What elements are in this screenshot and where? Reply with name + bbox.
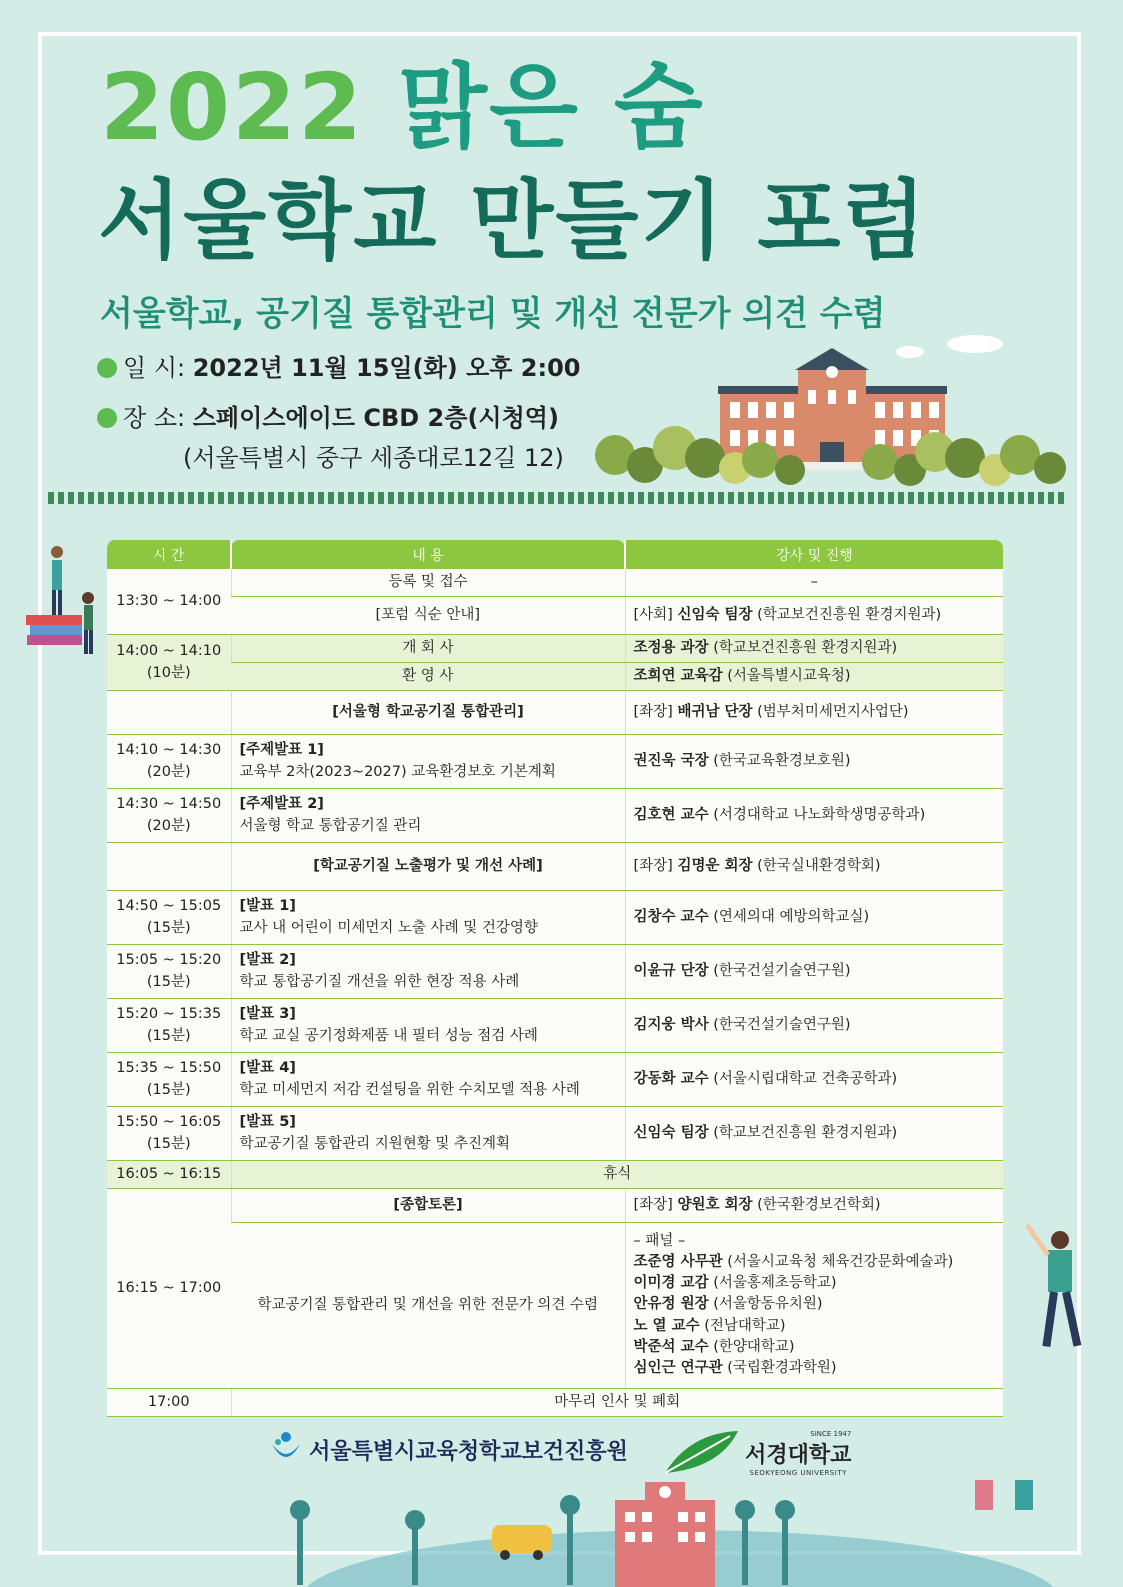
table-row	[107, 569, 1003, 596]
bottom-town-illustration	[270, 1480, 1110, 1587]
panel-org: (한양대학교)	[713, 1338, 795, 1355]
table-row	[107, 1188, 1003, 1222]
speaker-name: 김명운 회장	[677, 857, 753, 874]
speaker-cell	[625, 734, 1003, 788]
panel-org: (서울시교육청 체육건강문화예술과)	[727, 1254, 954, 1271]
panel-org: (국립환경과학원)	[727, 1359, 837, 1376]
panel-name: 안유정 원장	[633, 1296, 709, 1313]
date-label: 일 시:	[123, 354, 186, 382]
content-cell	[231, 842, 625, 890]
closing-cell: 마무리 인사 및 폐회	[231, 1388, 1003, 1416]
speaker-cell: –	[625, 569, 1003, 596]
time-cell: 13:30 ~ 14:00	[107, 569, 231, 634]
talk-title: [발표 3]	[239, 1005, 296, 1022]
header-speaker: 강사 및 진행	[625, 540, 1003, 569]
speaker-org: (서경대학교 나노화학생명공학과)	[713, 806, 926, 823]
panel-label: – 패널 –	[633, 1233, 686, 1250]
content-cell	[231, 1052, 625, 1106]
table-row	[107, 788, 1003, 842]
time-cell	[107, 734, 231, 788]
session-title: [종합토론]	[393, 1196, 463, 1213]
table-row	[107, 890, 1003, 944]
time-duration: (20분)	[146, 764, 191, 780]
time-cell	[107, 690, 231, 734]
speaker-role: [사회]	[633, 606, 673, 623]
talk-title: [발표 5]	[239, 1113, 296, 1130]
content-cell: [포럼 식순 안내]	[231, 596, 625, 634]
speaker-name: 김창수 교수	[633, 908, 709, 925]
date-info	[97, 348, 581, 383]
time-duration: (20분)	[146, 818, 191, 834]
time-cell	[107, 998, 231, 1052]
table-row	[107, 842, 1003, 890]
panel-cell	[625, 1222, 1003, 1388]
session-title: [학교공기질 노출평가 및 개선 사례]	[313, 857, 543, 874]
time-cell	[107, 842, 231, 890]
student-waving-illustration	[1015, 1220, 1100, 1360]
place-value: 스페이스에이드 CBD 2층(시청역)	[192, 404, 559, 432]
panel-member	[634, 1337, 996, 1358]
talk-desc: 학교공기질 통합관리 지원현황 및 추진계획	[239, 1136, 511, 1152]
speaker-cell	[625, 662, 1003, 690]
time-duration: (15분)	[146, 920, 191, 936]
panel-member	[634, 1273, 996, 1294]
panel-name: 이미경 교감	[633, 1275, 709, 1292]
speaker-cell	[625, 1188, 1003, 1222]
table-row	[107, 1052, 1003, 1106]
panel-org: (전남대학교)	[704, 1317, 786, 1334]
talk-title: [주제발표 2]	[239, 795, 324, 812]
talk-desc: 학교 미세먼지 저감 컨설팅을 위한 수치모델 적용 사례	[239, 1082, 580, 1098]
table-row	[107, 1160, 1003, 1188]
page-subtitle: 서울학교, 공기질 통합관리 및 개선 전문가 의견 수렴	[100, 294, 886, 334]
speaker-cell	[625, 1052, 1003, 1106]
content-cell: 환 영 사	[231, 662, 625, 690]
table-row	[107, 662, 1003, 690]
speaker-org: (한국실내환경학회)	[757, 857, 881, 874]
speaker-org: (한국건설기술연구원)	[713, 1016, 851, 1033]
speaker-name: 조정용 과장	[633, 639, 709, 656]
speaker-cell	[625, 1106, 1003, 1160]
speaker-name: 권진욱 국장	[633, 752, 709, 769]
time-duration: (15분)	[146, 1082, 191, 1098]
content-cell	[231, 690, 625, 734]
date-value: 2022년 11월 15일(화) 오후 2:00	[192, 354, 581, 382]
table-row	[107, 734, 1003, 788]
content-cell	[231, 1106, 625, 1160]
speaker-cell	[625, 944, 1003, 998]
time-duration: (15분)	[146, 1028, 191, 1044]
talk-title: [발표 1]	[239, 897, 296, 914]
table-row	[107, 690, 1003, 734]
panel-name: 심인근 연구관	[633, 1359, 723, 1376]
speaker-name: 강동화 교수	[633, 1070, 709, 1087]
time-range: 15:35 ~ 15:50	[116, 1059, 222, 1076]
time-cell: 17:00	[107, 1388, 231, 1416]
speaker-name: 이윤규 단장	[633, 962, 709, 979]
school-illustration	[590, 330, 1080, 490]
panel-member	[634, 1316, 996, 1337]
talk-title: [발표 2]	[239, 951, 296, 968]
speaker-cell	[625, 596, 1003, 634]
panel-org: (서울홍제초등학교)	[713, 1275, 837, 1292]
time-cell: 16:05 ~ 16:15	[107, 1160, 231, 1188]
table-row	[107, 998, 1003, 1052]
speaker-org: (한국환경보건학회)	[757, 1196, 881, 1213]
speaker-name: 배귀남 단장	[677, 703, 753, 720]
speaker-role: [좌장]	[633, 703, 673, 720]
speaker-cell	[625, 998, 1003, 1052]
title-rest: 맑은 숨	[398, 54, 705, 161]
panel-name: 노 열 교수	[633, 1317, 700, 1334]
dashed-divider	[48, 492, 1068, 504]
org2-en: SEOKYEONG UNIVERSITY	[749, 1468, 847, 1477]
talk-title: [발표 4]	[239, 1059, 296, 1076]
speaker-role: [좌장]	[633, 857, 673, 874]
talk-desc: 교사 내 어린이 미세먼지 노출 사례 및 건강영향	[239, 920, 538, 936]
talk-title: [주제발표 1]	[239, 741, 324, 758]
org2-name: 서경대학교	[745, 1442, 852, 1468]
place-address: (서울특별시 중구 세종대로12길 12)	[183, 444, 564, 472]
speaker-org: (한국교육환경보호원)	[713, 752, 851, 769]
table-row	[107, 634, 1003, 662]
content-cell	[231, 788, 625, 842]
schedule-table	[107, 540, 1003, 1417]
speaker-org: (학교보건진흥원 환경지원과)	[713, 639, 898, 656]
table-row	[107, 1388, 1003, 1416]
content-cell	[231, 1188, 625, 1222]
content-cell	[231, 998, 625, 1052]
speaker-cell	[625, 890, 1003, 944]
talk-desc: 서울형 학교 통합공기질 관리	[239, 818, 422, 834]
content-cell	[231, 734, 625, 788]
time-duration: (15분)	[146, 974, 191, 990]
place-label: 장 소:	[123, 404, 186, 432]
time-range: 14:30 ~ 14:50	[116, 795, 222, 812]
header-content: 내 용	[231, 540, 625, 569]
time-range: 15:20 ~ 15:35	[116, 1005, 222, 1022]
panel-member	[634, 1294, 996, 1315]
speaker-cell	[625, 788, 1003, 842]
time-range: 14:10 ~ 14:30	[116, 741, 222, 758]
earth-leaf-icon	[97, 408, 117, 428]
speaker-org: (서울특별시교육청)	[727, 667, 851, 684]
title-year: 2022	[100, 54, 365, 161]
org1-name: 서울특별시교육청학교보건진흥원	[309, 1439, 628, 1465]
students-books-illustration	[22, 540, 107, 660]
speaker-org: (한국건설기술연구원)	[713, 962, 851, 979]
table-row	[107, 1222, 1003, 1388]
panel-name: 박준석 교수	[633, 1338, 709, 1355]
table-row	[107, 944, 1003, 998]
speaker-org: (서울시립대학교 건축공학과)	[713, 1070, 898, 1087]
speaker-cell	[625, 842, 1003, 890]
time-cell	[107, 944, 231, 998]
content-cell: 등록 및 접수	[231, 569, 625, 596]
speaker-org: (학교보건진흥원 환경지원과)	[713, 1124, 898, 1141]
speaker-name: 신임숙 팀장	[677, 606, 753, 623]
panel-org: (서울항동유치원)	[713, 1296, 823, 1313]
time-cell	[107, 788, 231, 842]
speaker-name: 김지웅 박사	[633, 1016, 709, 1033]
time-range: 15:50 ~ 16:05	[116, 1113, 222, 1130]
table-row	[107, 596, 1003, 634]
time-cell	[107, 1052, 231, 1106]
time-duration: (15분)	[146, 1136, 191, 1152]
page-title-line1	[100, 54, 705, 161]
speaker-cell	[625, 690, 1003, 734]
time-range: 14:00 ~ 14:10	[116, 642, 222, 659]
panel-member	[634, 1358, 996, 1379]
time-duration: (10분)	[146, 665, 191, 681]
time-cell	[107, 1106, 231, 1160]
time-range: 15:05 ~ 15:20	[116, 951, 222, 968]
time-cell: 16:15 ~ 17:00	[107, 1188, 231, 1388]
talk-desc: 학교 통합공기질 개선을 위한 현장 적용 사례	[239, 974, 520, 990]
speaker-org: (범부처미세먼지사업단)	[757, 703, 909, 720]
content-cell: 학교공기질 통합관리 및 개선을 위한 전문가 의견 수렴	[231, 1222, 625, 1388]
talk-desc: 교육부 2차(2023~2027) 교육환경보호 기본계획	[239, 764, 556, 780]
speaker-org: (학교보건진흥원 환경지원과)	[757, 606, 942, 623]
table-row	[107, 1106, 1003, 1160]
panel-name: 조준영 사무관	[633, 1254, 723, 1271]
speaker-name: 신임숙 팀장	[633, 1124, 709, 1141]
earth-leaf-icon	[97, 358, 117, 378]
page-title-line2: 서울학교 만들기 포럼	[98, 171, 928, 271]
content-cell	[231, 890, 625, 944]
header-time: 시 간	[107, 540, 231, 569]
org2-since: SINCE 1947	[810, 1429, 852, 1438]
place-info	[97, 398, 559, 433]
speaker-name: 조희연 교육감	[633, 667, 723, 684]
content-cell	[231, 944, 625, 998]
content-cell: 개 회 사	[231, 634, 625, 662]
speaker-name: 양원호 회장	[677, 1196, 753, 1213]
time-cell	[107, 890, 231, 944]
session-title: [서울형 학교공기질 통합관리]	[332, 703, 524, 720]
org2-logo	[660, 1428, 851, 1478]
speaker-name: 김호현 교수	[633, 806, 709, 823]
break-cell: 휴식	[231, 1160, 1003, 1188]
panel-member	[634, 1252, 996, 1273]
speaker-cell	[625, 634, 1003, 662]
seoul-education-emblem-icon	[268, 1430, 304, 1470]
speaker-role: [좌장]	[633, 1196, 673, 1213]
org1-logo	[268, 1430, 628, 1470]
speaker-org: (연세의대 예방의학교실)	[713, 908, 870, 925]
talk-desc: 학교 교실 공기정화제품 내 필터 성능 점검 사례	[239, 1028, 538, 1044]
time-cell	[107, 634, 231, 690]
leaf-logo-icon	[660, 1428, 740, 1478]
time-range: 14:50 ~ 15:05	[116, 897, 222, 914]
